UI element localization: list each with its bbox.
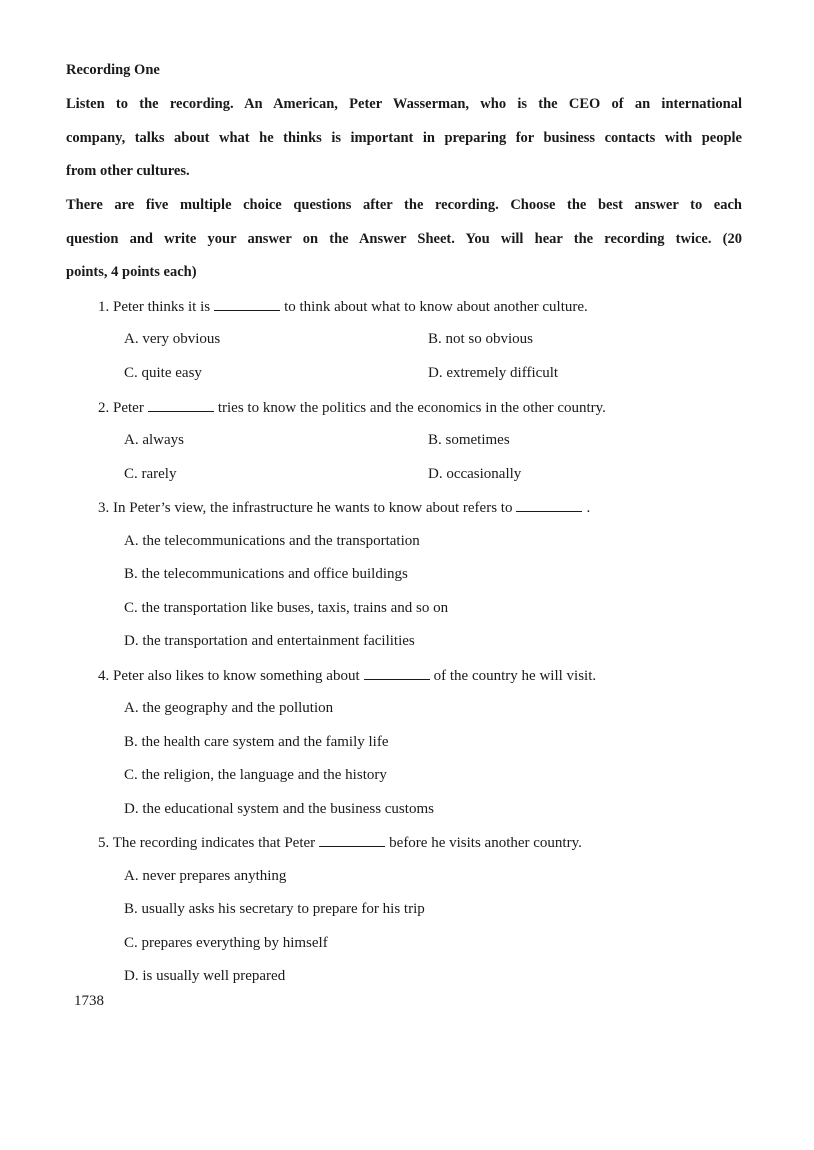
instruction-line: from other cultures. [66,163,190,179]
question-5 [98,833,582,852]
question-1-stem: 1. Peter thinks it is [98,299,211,315]
question-5-stem: 5. The recording indicates that Peter [98,835,316,851]
option-c: C. quite easy [124,365,202,381]
question-5-stem-end: before he visits another country. [389,835,582,851]
instruction-line: company, talks about what he thinks is important in preparing for business contacts with people [66,130,742,146]
option-b: B. the telecommunications and office buildings [124,566,408,582]
option-c: C. rarely [124,466,177,482]
answer-blank [148,398,214,412]
question-1-stem-end: to think about what to know about another culture. [284,299,588,315]
question-2-stem-end: tries to know the politics and the economics in the other country. [217,400,606,416]
question-3-stem-end: . [586,500,591,516]
answer-blank [214,297,280,311]
option-a: A. never prepares anything [124,868,287,884]
question-4-stem-end: of the country he will visit. [433,668,597,684]
question-3-stem: 3. In Peter’s view, the infrastructure he wants to know about refers to [98,500,513,516]
answer-blank [364,666,430,680]
question-1 [98,297,588,316]
section-heading: Recording One [66,62,160,78]
option-a: A. always [124,432,184,448]
question-3 [98,498,590,517]
option-b: B. usually asks his secretary to prepare for his trip [124,901,425,917]
instruction-line: question and write your answer on the Answer Sheet. You will hear the recording twice. (20 [66,231,742,247]
answer-blank [516,498,582,512]
instruction-line: There are five multiple choice questions after the recording. Choose the best answer to each [66,197,742,213]
question-2-stem: 2. Peter [98,400,144,416]
option-a: A. the telecommunications and the transportation [124,533,420,549]
option-c: C. the religion, the language and the history [124,767,387,783]
instruction-line: points, 4 points each) [66,264,197,280]
page-number: 1738 [74,993,104,1009]
option-d: D. is usually well prepared [124,968,286,984]
option-c: C. the transportation like buses, taxis, trains and so on [124,600,449,616]
option-c: C. prepares everything by himself [124,935,328,951]
question-4-stem: 4. Peter also likes to know something about [98,668,360,684]
option-b: B. sometimes [428,432,510,448]
question-2 [98,398,606,417]
instruction-line: Listen to the recording. An American, Peter Wasserman, who is the CEO of an international [66,96,742,112]
answer-blank [319,833,385,847]
option-d: D. extremely difficult [428,365,559,381]
option-b: B. the health care system and the family life [124,734,389,750]
question-4 [98,666,596,685]
option-d: D. the transportation and entertainment facilities [124,633,415,649]
option-a: A. very obvious [124,331,221,347]
option-d: D. the educational system and the business customs [124,801,434,817]
option-b: B. not so obvious [428,331,534,347]
option-a: A. the geography and the pollution [124,700,334,716]
option-d: D. occasionally [428,466,522,482]
